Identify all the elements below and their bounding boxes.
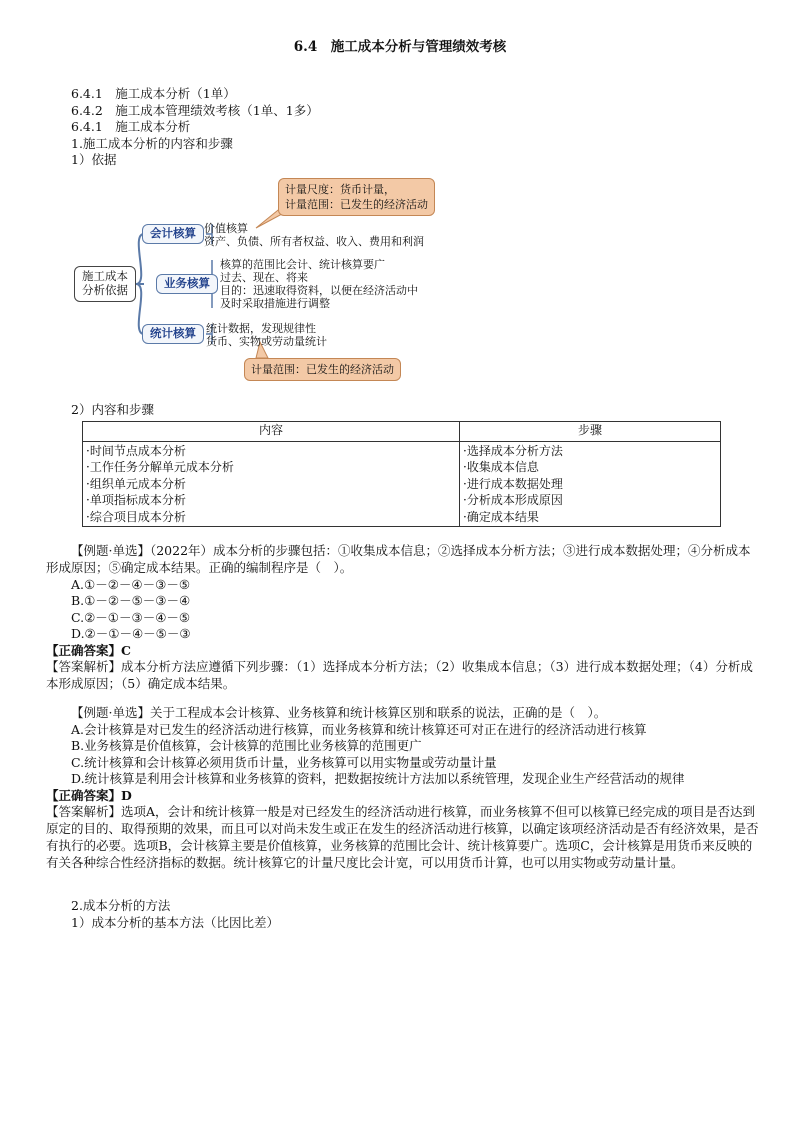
table-header: 步骤 (460, 422, 721, 442)
question-stem: 【例题·单选】（2022年）成本分析的步骤包括：①收集成本信息；②选择成本分析方法；③进行成本数据处理；④分析成本形成原因；⑤确定成本结果。正确的编制程序是（ ）。 (46, 543, 751, 575)
root-line: 施工成本 (82, 269, 128, 283)
diagram-root-box (74, 266, 136, 302)
text-line: 过去、现在、将来 (220, 271, 308, 284)
step-item: ·确定成本结果 (463, 509, 539, 524)
toc-item: 6.4.1 施工成本分析（1单） (71, 86, 236, 101)
page-title: 6.4 施工成本分析与管理绩效考核 (293, 39, 507, 55)
content-steps-table (82, 421, 721, 527)
content-item: ·工作任务分解单元成本分析 (86, 460, 234, 475)
section2-block (71, 898, 761, 931)
content-item: ·综合项目成本分析 (86, 509, 186, 524)
table-header: 内容 (83, 422, 460, 442)
subsection-heading: 1）依据 (71, 152, 117, 167)
content-item: ·组织单元成本分析 (86, 476, 186, 491)
option: A.会计核算是对已发生的经济活动进行核算，而业务核算和统计核算还可对正在进行的经济活动进行核算 (71, 721, 647, 737)
option: C.②－①－③－④－⑤ (71, 609, 191, 625)
question-options (46, 577, 762, 643)
node-accounting: 会计核算 (142, 224, 204, 244)
answer-analysis: 【答案解析】选项A，会计和统计核算一般是对已经发生的经济活动进行核算，而业务核算不但可以核算已经完成的项目是否达到原定的目的、取得预期的效果，而且可以对尚未发生或正在发生的经济活动进行核算，以确定该项经济活动是否有经济效果，是否有执行的必要。选项B，会计核算主要是价值核算，业务核算的范围比会计、统计核算要广。选项C，会计核算是用货币来反映的有关各种综合性经济指标的数据。统计核算它的计量尺度比会计宽，可以用货币计算，也可以用实物或劳动量计量。 (46, 804, 759, 870)
option: B.业务核算是价值核算，会计核算的范围比业务核算的范围更广 (71, 738, 422, 754)
question-stem: 【例题·单选】关于工程成本会计核算、业务核算和统计核算区别和联系的说法，正确的是（ ）。 (71, 705, 607, 720)
text-line: 价值核算 (204, 222, 248, 235)
subsection-heading: 1）成本分析的基本方法（比因比差） (71, 914, 279, 930)
toc-item: 6.4.2 施工成本管理绩效考核（1单、1多） (71, 102, 319, 118)
section-heading: 1.施工成本分析的内容和步骤 (71, 135, 233, 151)
content-item: ·单项指标成本分析 (86, 493, 186, 508)
steps-cell (460, 442, 721, 527)
callout-line: 计量范围：已发生的经济活动 (251, 363, 394, 376)
toc-item: 6.4.1 施工成本分析 (71, 119, 191, 134)
text-line: 货币、实物或劳动量统计 (206, 335, 327, 348)
answer-analysis: 【答案解析】成本分析方法应遵循下列步骤：（1）选择成本分析方法；（2）收集成本信息；（3）进行成本数据处理；（4）分析成本形成原因；（5）确定成本结果。 (46, 659, 753, 692)
subsection-heading: 2）内容和步骤 (71, 402, 154, 417)
step-item: ·分析成本形成原因 (463, 493, 563, 508)
node-business: 业务核算 (156, 274, 218, 294)
option: B.①－②－⑤－③－④ (71, 593, 191, 609)
question-options (46, 722, 762, 788)
text-line: 及时采取措施进行调整 (220, 297, 330, 310)
callout-accounting (278, 178, 435, 216)
correct-answer: 【正确答案】D (46, 787, 132, 803)
content-item: ·时间节点成本分析 (86, 444, 186, 458)
option: D.②－①－④－⑤－③ (71, 626, 191, 642)
basis-diagram (60, 172, 480, 388)
option: A.①－②－④－③－⑤ (71, 576, 191, 592)
question-2 (46, 705, 762, 872)
sub2-block (71, 402, 761, 419)
node-statistics: 统计核算 (142, 324, 204, 344)
business-text (220, 258, 418, 310)
callout-line: 计量范围：已发生的经济活动 (285, 198, 428, 211)
callout-line: 计量尺度：货币计量， (285, 183, 395, 196)
step-item: ·选择成本分析方法 (463, 444, 563, 458)
section-heading: 2.成本分析的方法 (71, 898, 171, 913)
question-1 (46, 543, 762, 693)
correct-answer: 【正确答案】C (46, 642, 131, 658)
statistics-text (206, 322, 327, 348)
root-line: 分析依据 (82, 283, 128, 298)
content-cell (83, 442, 460, 527)
toc-block (71, 86, 761, 169)
step-item: ·进行成本数据处理 (463, 476, 563, 491)
option: C.统计核算和会计核算必须用货币计量，业务核算可以用实物量或劳动量计量 (71, 754, 497, 770)
text-line: 核算的范围比会计、统计核算要广 (220, 258, 385, 271)
text-line: 统计数据，发现规律性 (206, 322, 316, 335)
option: D.统计核算是利用会计核算和业务核算的资料，把数据按统计方法加以系统管理，发现企业生产经营活动的规律 (71, 771, 685, 787)
step-item: ·收集成本信息 (463, 460, 539, 475)
text-line: 资产、负债、所有者权益、收入、费用和利润 (204, 235, 424, 248)
accounting-text (204, 222, 424, 248)
text-line: 目的：迅速取得资料，以便在经济活动中 (220, 284, 418, 297)
callout-statistics (244, 358, 401, 381)
table-row (83, 442, 721, 527)
